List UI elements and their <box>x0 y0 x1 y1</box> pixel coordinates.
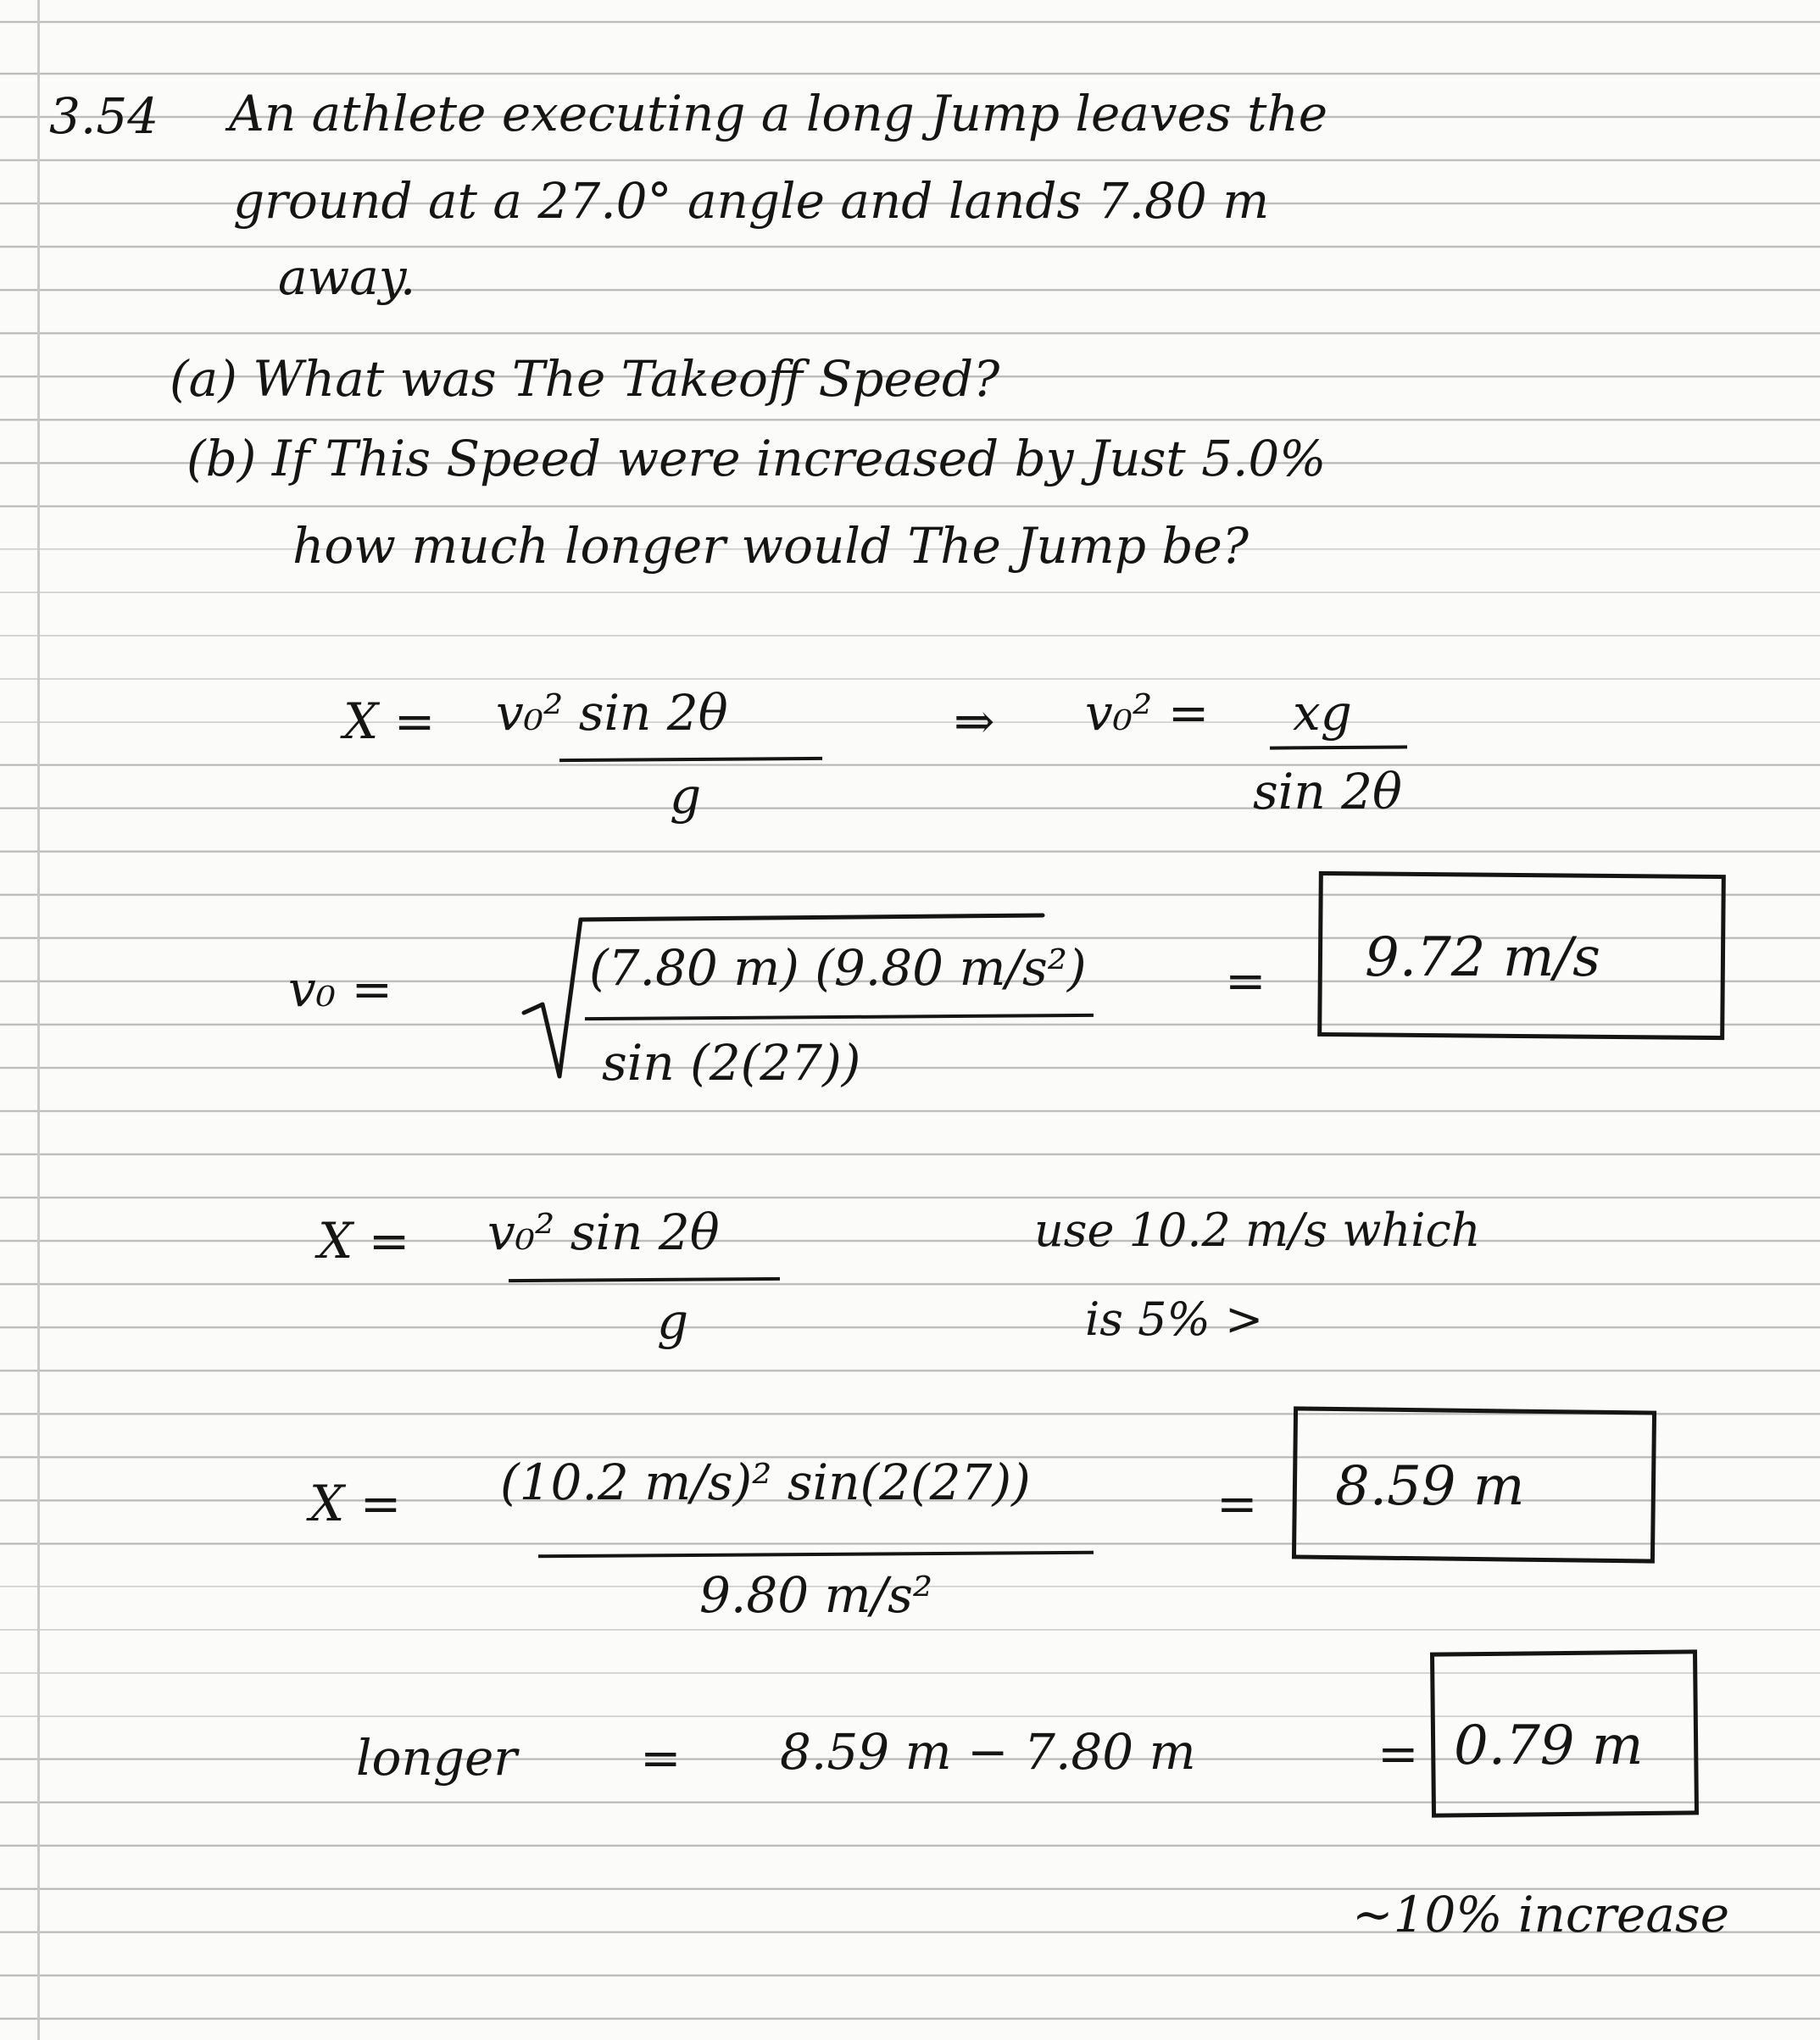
increased-speed-note-line-1: use 10.2 m/s which <box>1034 1203 1481 1257</box>
part-b-question-line-1: (b) If This Speed were increased by Just 5.0% <box>186 430 1327 487</box>
speed-answer: 9.72 m/s <box>1365 926 1600 989</box>
problem-line-2: ground at a 27.0° angle and lands 7.80 m <box>233 172 1270 230</box>
rearranged-eq-numerator: xg <box>1293 684 1352 742</box>
part-a-question: (a) What was The Takeoff Speed? <box>170 350 1000 408</box>
speed-eq-numerator: (7.80 m) (9.80 m/s²) <box>589 939 1087 997</box>
new-range-eq-lhs: X = <box>309 1475 402 1532</box>
rearranged-eq-lhs: v₀² = <box>1085 684 1210 742</box>
difference-equals-2: = <box>1378 1725 1419 1782</box>
speed-eq-equals: = <box>1225 952 1266 1009</box>
new-range-eq-equals: = <box>1216 1475 1258 1532</box>
range-eq2-lhs: X = <box>318 1212 410 1270</box>
difference-answer: 0.79 m <box>1454 1715 1644 1777</box>
speed-eq-lhs: v₀ = <box>288 960 393 1018</box>
problem-line-1: An athlete executing a long Jump leaves the <box>229 85 1328 142</box>
speed-eq-denominator: sin (2(27)) <box>602 1034 861 1092</box>
difference-label: longer <box>356 1729 518 1787</box>
difference-equals: = <box>640 1729 682 1787</box>
part-b-question-line-2: how much longer would The Jump be? <box>292 517 1249 575</box>
increased-speed-note-line-2: is 5% > <box>1085 1292 1264 1346</box>
range-eq-lhs: X = <box>343 692 436 750</box>
range-eq2-numerator: v₀² sin 2θ <box>487 1203 720 1261</box>
new-range-eq-numerator: (10.2 m/s)² sin(2(27)) <box>500 1454 1031 1511</box>
new-range-answer: 8.59 m <box>1335 1455 1525 1518</box>
difference-expression: 8.59 m − 7.80 m <box>780 1723 1196 1781</box>
rearranged-eq-denominator: sin 2θ <box>1253 763 1402 820</box>
range-eq-denominator: g <box>670 767 702 825</box>
margin-line <box>37 0 40 2040</box>
problem-number: 3.54 <box>49 87 159 145</box>
percent-increase-note: ~10% increase <box>1352 1886 1730 1943</box>
new-range-eq-denominator: 9.80 m/s² <box>699 1566 933 1624</box>
problem-line-3: away. <box>278 248 416 306</box>
implies-arrow: ⇒ <box>954 692 995 750</box>
range-eq2-denominator: g <box>657 1292 689 1350</box>
range-eq-numerator: v₀² sin 2θ <box>496 684 728 742</box>
